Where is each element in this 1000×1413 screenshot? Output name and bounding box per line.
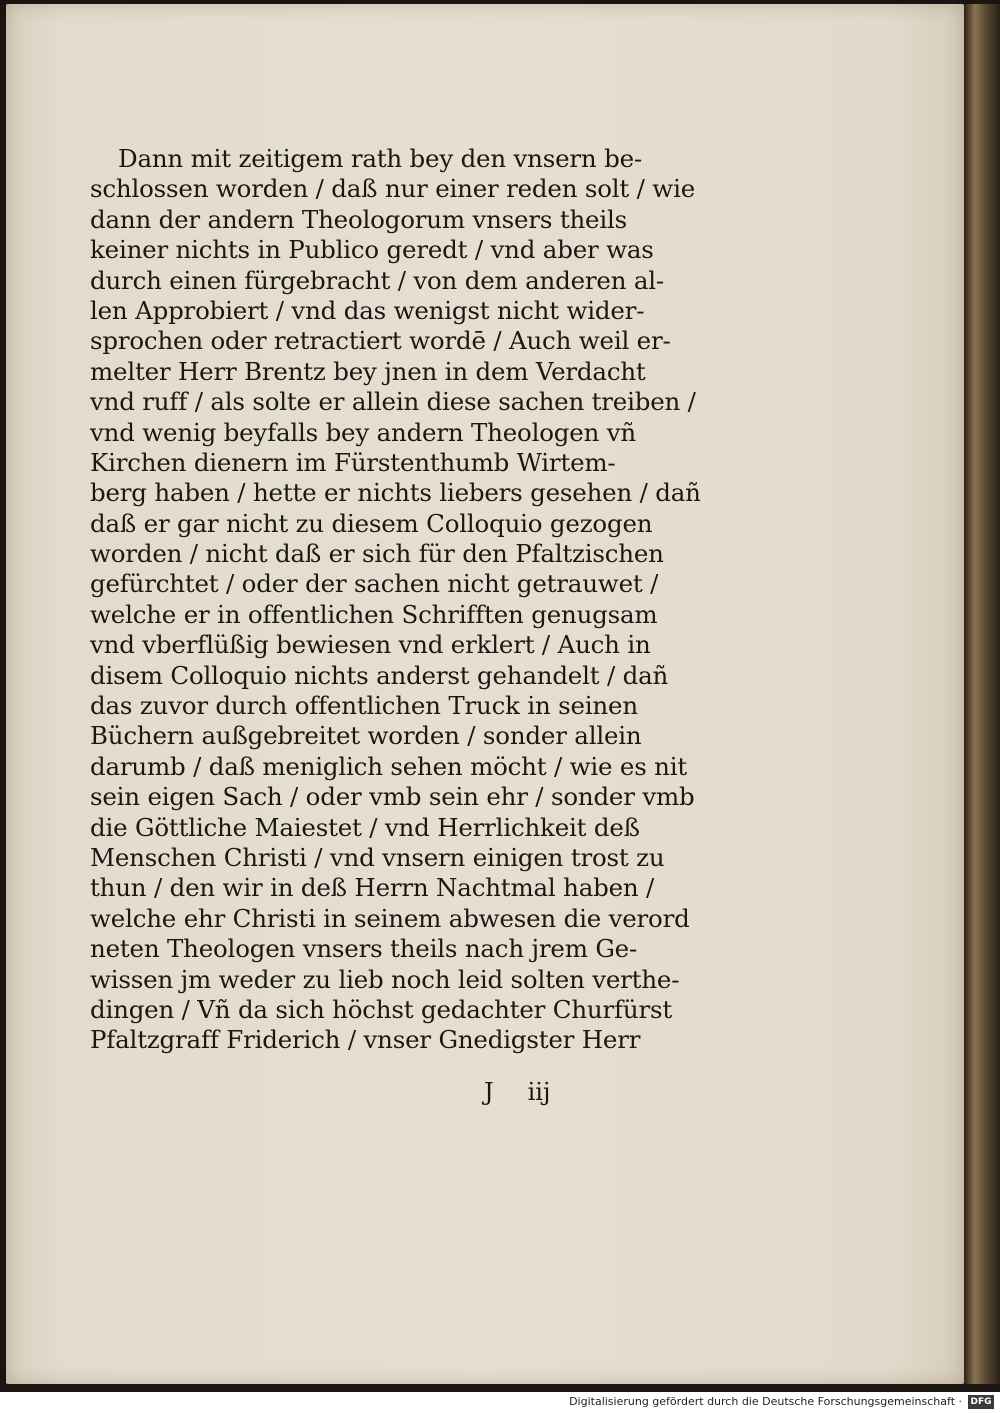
footer-bar	[0, 1392, 1000, 1413]
text-line: gefürchtet / oder der sachen nicht getrauwet /	[90, 569, 659, 599]
text-line: vnd wenig beyfalls bey andern Theologen vñ	[90, 417, 636, 447]
text-line: schlossen worden / daß nur einer reden solt / wie	[90, 174, 696, 204]
text-line: dann der andern Theologorum vnsers theils	[90, 204, 627, 234]
text-line: darumb / daß meniglich sehen möcht / wie es nit	[90, 751, 688, 781]
text-line: melter Herr Brentz bey jnen in dem Verdacht	[90, 356, 646, 386]
body-text	[90, 144, 701, 1056]
text-line: Kirchen dienern im Fürstenthumb Wirtem-	[90, 447, 616, 477]
text-line: disem Colloquio nichts anderst gehandelt / dañ	[90, 660, 669, 690]
text-line: dingen / Vñ da sich höchst gedachter Churfürst	[90, 994, 672, 1024]
text-line: die Göttliche Maiestet / vnd Herrlichkeit deß	[90, 812, 640, 842]
text-line: das zuvor durch offentlichen Truck in seinen	[90, 691, 638, 721]
text-line: berg haben / hette er nichts liebers gesehen / dañ	[90, 478, 701, 508]
text-line: welche er in offentlichen Schrifften genugsam	[90, 599, 658, 629]
signature-letter: J	[484, 1078, 494, 1106]
signature-mark	[484, 1078, 550, 1106]
text-line: Menschen Christi / vnd vnsern einigen trost zu	[90, 842, 665, 872]
text-line: worden / nicht daß er sich für den Pfaltzischen	[90, 539, 664, 569]
text-line: wissen jm weder zu lieb noch leid solten verthe-	[90, 964, 680, 994]
text-line: keiner nichts in Publico geredt / vnd aber was	[90, 235, 654, 265]
text-line: Pfaltzgraff Friderich / vnser Gnedigster Herr	[90, 1025, 641, 1055]
text-line: len Approbiert / vnd das wenigst nicht wider-	[90, 295, 645, 325]
paper-page	[6, 4, 964, 1384]
text-line: thun / den wir in deß Herrn Nachtmal haben /	[90, 873, 655, 903]
text-line: daß er gar nicht zu diesem Colloquio gezogen	[90, 508, 653, 538]
funding-notice: Digitalisierung gefördert durch die Deutsche Forschungsgemeinschaft ·	[569, 1395, 962, 1408]
text-line: sprochen oder retractiert wordē / Auch weil er-	[90, 326, 671, 356]
text-line: sein eigen Sach / oder vmb sein ehr / sonder vmb	[90, 782, 695, 812]
text-line: welche ehr Christi in seinem abwesen die verord	[90, 903, 690, 933]
text-line: Büchern außgebreitet worden / sonder allein	[90, 721, 642, 751]
signature-number: iij	[527, 1078, 551, 1106]
dfg-logo-icon: DFG	[968, 1395, 994, 1409]
text-line: neten Theologen vnsers theils nach jrem Ge-	[90, 934, 638, 964]
book-edge	[964, 4, 1000, 1384]
text-line: durch einen fürgebracht / von dem anderen al-	[90, 265, 664, 295]
text-line: vnd ruff / als solte er allein diese sachen treiben /	[90, 387, 696, 417]
text-line: vnd vberflüßig bewiesen vnd erklert / Auch in	[90, 630, 651, 660]
text-line: Dann mit zeitigem rath bey den vnsern be-	[118, 144, 642, 173]
